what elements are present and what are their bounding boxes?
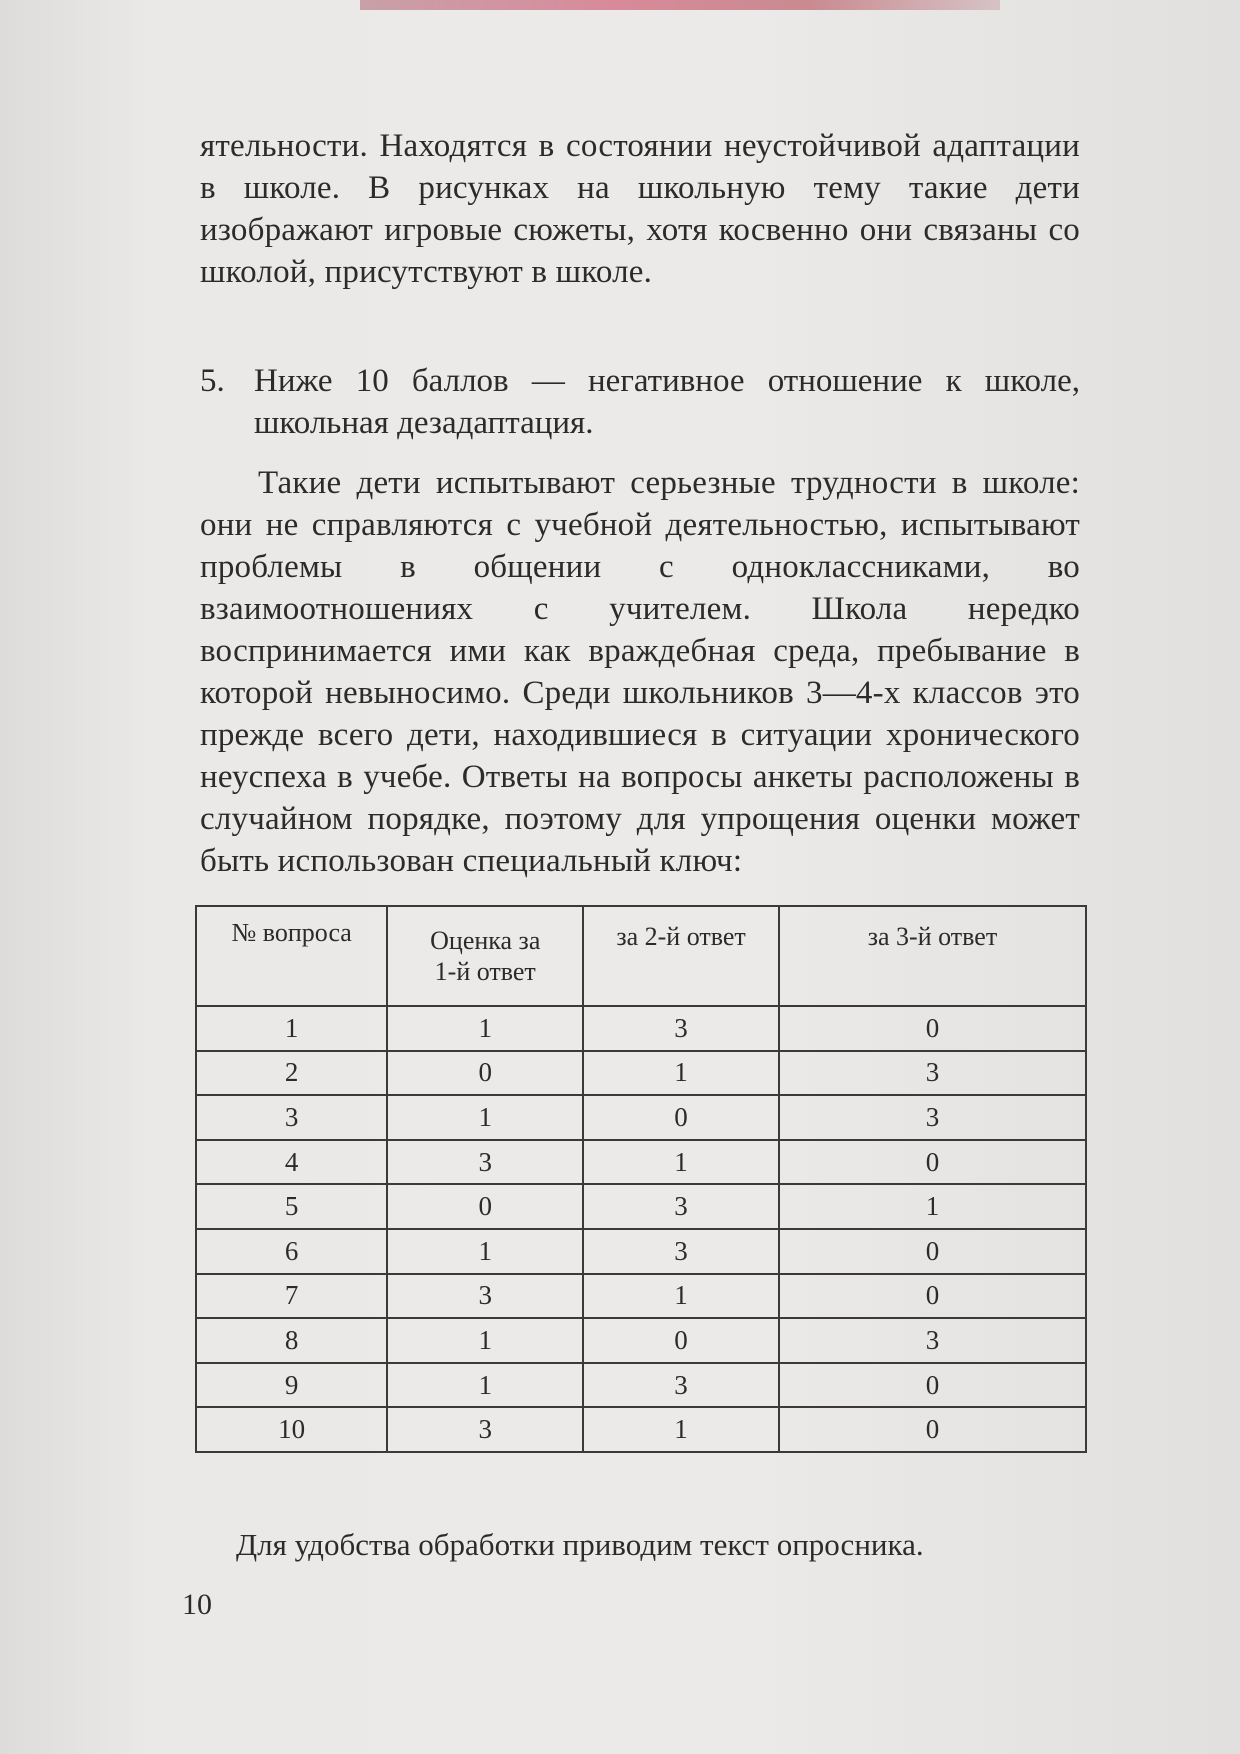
table-row [196,1318,1086,1363]
table-cell: 1 [583,1051,779,1096]
table-cell: 5 [196,1184,387,1229]
table-cell: 1 [387,1363,583,1408]
table-cell: 1 [387,1318,583,1363]
table-cell: 3 [387,1274,583,1319]
table-cell: 3 [387,1407,583,1452]
table-cell: 3 [583,1184,779,1229]
table-cell: 3 [196,1095,387,1140]
paragraph-2: Такие дети испытывают серьезные трудности в школе: они не справляются с учебной деятельностью, испытывают проблемы в общении с одноклассниками, во взаимоотношениях с учителем. Школа нередко воспринимается ими как враждебная среда, пребывание в которой невыносимо. Среди школьников 3—4-х классов это прежде всего дети, находившиеся в ситуации хронического неуспеха в учебе. Ответы на вопросы анкеты расположены в случайном порядке, поэтому для упрощения оценки может быть использован специальный ключ: [200,465,1080,879]
table-row [196,1184,1086,1229]
table-cell: 3 [779,1318,1086,1363]
table-cell: 3 [779,1051,1086,1096]
table-cell: 0 [779,1006,1086,1051]
table-cell: 0 [583,1318,779,1363]
table-cell: 1 [583,1274,779,1319]
list-item-number: 5. [200,363,225,399]
table-cell: 3 [583,1229,779,1274]
table-cell: 4 [196,1140,387,1185]
table-cell: 10 [196,1407,387,1452]
table-cell: 1 [387,1229,583,1274]
table-cell: 8 [196,1318,387,1363]
table-cell: 2 [196,1051,387,1096]
table-cell: 3 [387,1140,583,1185]
table-cell: 1 [196,1006,387,1051]
table-row [196,1363,1086,1408]
header-answer-3: за 3-й ответ [779,906,1086,1006]
table-header-row [196,906,1086,1006]
table-cell: 3 [583,1363,779,1408]
footer-text: Для удобства обработки приводим текст опросника. [236,1527,924,1562]
table-row [196,1051,1086,1096]
table-cell: 0 [779,1274,1086,1319]
table-row [196,1006,1086,1051]
table-cell: 0 [779,1407,1086,1452]
table-cell: 0 [387,1184,583,1229]
table-cell: 0 [779,1363,1086,1408]
header-question-number: № вопроса [196,906,387,1006]
table-cell: 1 [387,1095,583,1140]
table-cell: 0 [779,1140,1086,1185]
table-cell: 7 [196,1274,387,1319]
table-cell: 1 [779,1184,1086,1229]
list-item-5 [200,360,1080,444]
list-item-text: Ниже 10 баллов — негативное отношение к школе, школьная дезадаптация. [254,363,1080,441]
page-number: 10 [182,1588,212,1621]
table-cell: 3 [583,1006,779,1051]
top-cover-strip [360,0,1000,10]
table-cell: 1 [387,1006,583,1051]
header-answer-1: Оценка за 1-й ответ [387,906,583,1006]
table-cell: 0 [779,1229,1086,1274]
table-row [196,1407,1086,1452]
table-cell: 1 [583,1140,779,1185]
header-answer-2: за 2-й ответ [583,906,779,1006]
table-row [196,1140,1086,1185]
table-row [196,1095,1086,1140]
table-body [196,1006,1086,1452]
paragraph-1: ятельности. Находятся в состоянии неустойчивой адаптации в школе. В рисунках на школьную тему такие дети изображают игровые сюжеты, хотя косвенно они связаны со школой, присутствуют в школе. [200,128,1080,290]
table-cell: 9 [196,1363,387,1408]
scoring-key-table [195,905,1087,1453]
table-row [196,1229,1086,1274]
table-cell: 6 [196,1229,387,1274]
table-cell: 0 [583,1095,779,1140]
table-cell: 0 [387,1051,583,1096]
table-cell: 3 [779,1095,1086,1140]
table-cell: 1 [583,1407,779,1452]
table-row [196,1274,1086,1319]
